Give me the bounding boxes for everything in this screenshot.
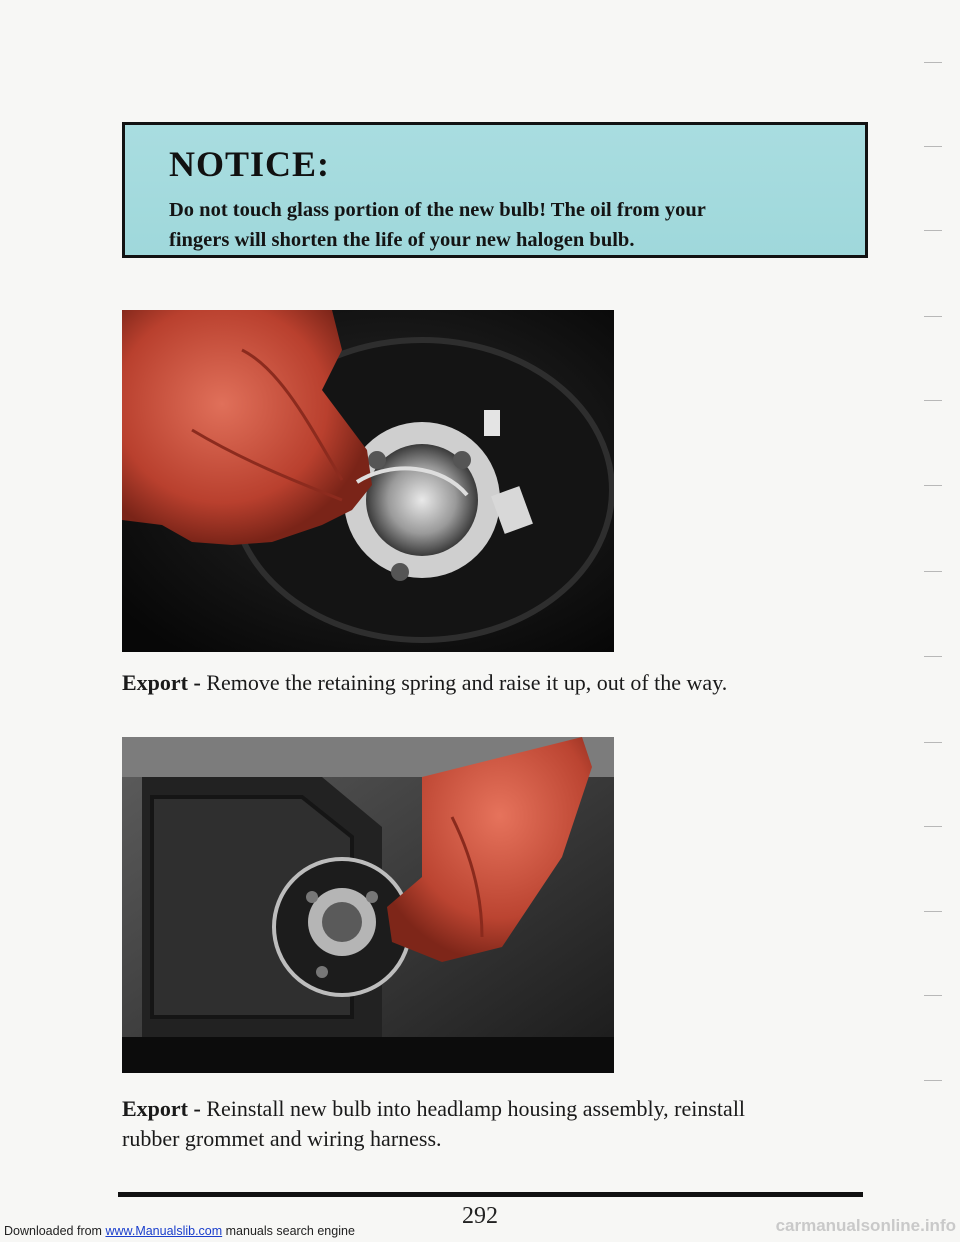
download-suffix: manuals search engine — [222, 1224, 355, 1238]
notice-box — [122, 122, 868, 258]
notice-line-1: Do not touch glass portion of the new bulb! The oil from your — [169, 199, 706, 221]
download-prefix: Downloaded from — [4, 1224, 106, 1238]
manualslib-link[interactable]: www.Manualslib.com — [105, 1224, 223, 1238]
photo-remove-retaining-spring — [122, 310, 614, 652]
caption-1-text: Remove the retaining spring and raise it up, out of the way. — [200, 670, 728, 695]
notice-line-2: fingers will shorten the life of your new halogen bulb. — [169, 229, 635, 251]
caption-2-lead: Export - — [122, 1096, 201, 1121]
footer-rule — [118, 1192, 863, 1197]
caption-remove-spring — [122, 668, 842, 698]
caption-reinstall-bulb — [122, 1094, 842, 1154]
caption-2-text-line-1: Reinstall new bulb into headlamp housing assembly, reinstall — [200, 1096, 746, 1121]
page-edge-marks — [900, 0, 960, 1242]
download-notice — [4, 1224, 355, 1238]
caption-2-text-line-2: rubber grommet and wiring harness. — [122, 1126, 442, 1151]
page-number: 292 — [462, 1203, 498, 1229]
notice-body — [169, 195, 839, 255]
photo-reinstall-bulb — [122, 737, 614, 1073]
notice-title: NOTICE: — [169, 144, 331, 184]
watermark: carmanualsonline.info — [775, 1216, 956, 1235]
caption-1-lead: Export - — [122, 670, 201, 695]
